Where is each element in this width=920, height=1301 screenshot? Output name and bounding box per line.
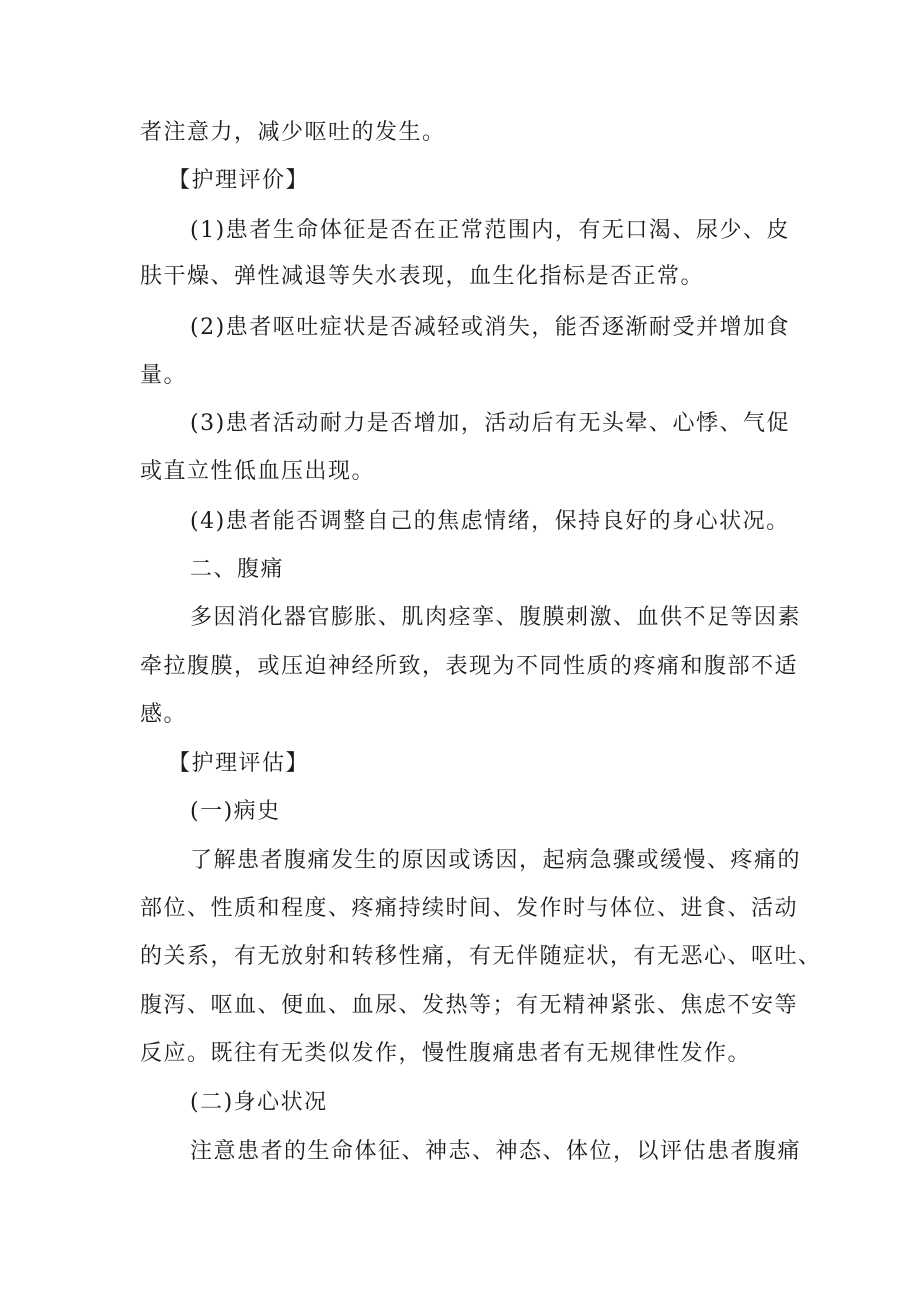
subsection-heading-physical-mental-status: (二)身心状况 (190, 1090, 328, 1115)
paragraph-line: 肤干燥、弹性减退等失水表现，血生化指标是否正常。 (140, 264, 705, 289)
paragraph-line: 感。 (140, 702, 188, 727)
paragraph-line: 了解患者腹痛发生的原因或诱因，起病急骤或缓慢、疼痛的 (190, 848, 802, 873)
paragraph-line: 反应。既往有无类似发作，慢性腹痛患者有无规律性发作。 (140, 1041, 752, 1066)
paragraph-line: 的关系，有无放射和转移性痛，有无伴随症状，有无恶心、呕吐、 (140, 944, 822, 969)
paragraph-line: (4)患者能否调整自己的焦虑情绪，保持良好的身心状况。 (190, 509, 790, 534)
paragraph-line: 腹泻、呕血、便血、血尿、发热等；有无精神紧张、焦虑不安等 (140, 993, 799, 1018)
subsection-heading-history: (一)病史 (190, 799, 281, 824)
paragraph-line: 注意患者的生命体征、神志、神态、体位，以评估患者腹痛 (190, 1139, 802, 1164)
section-heading-nursing-evaluation: 【护理评价】 (168, 168, 310, 193)
paragraph-line: (3)患者活动耐力是否增加，活动后有无头晕、心悸、气促 (190, 411, 790, 436)
paragraph-line: (2)患者呕吐症状是否减轻或消失，能否逐渐耐受并增加食 (190, 315, 790, 340)
paragraph-line: 量。 (140, 363, 188, 388)
paragraph-line: 多因消化器官膨胀、肌肉痉挛、腹膜刺激、血供不足等因素 (190, 605, 802, 630)
paragraph-line: 部位、性质和程度、疼痛持续时间、发作时与体位、进食、活动 (140, 896, 799, 921)
section-heading-nursing-assessment: 【护理评估】 (168, 751, 310, 776)
paragraph-line: 者注意力，减少呕吐的发生。 (140, 120, 446, 145)
paragraph-line: 或直立性低血压出现。 (140, 459, 376, 484)
paragraph-line: 牵拉腹膜，或压迫神经所致，表现为不同性质的疼痛和腹部不适 (140, 654, 799, 679)
section-heading-abdominal-pain: 二、腹痛 (190, 557, 285, 582)
paragraph-line: (1)患者生命体征是否在正常范围内，有无口渴、尿少、皮 (190, 218, 790, 243)
